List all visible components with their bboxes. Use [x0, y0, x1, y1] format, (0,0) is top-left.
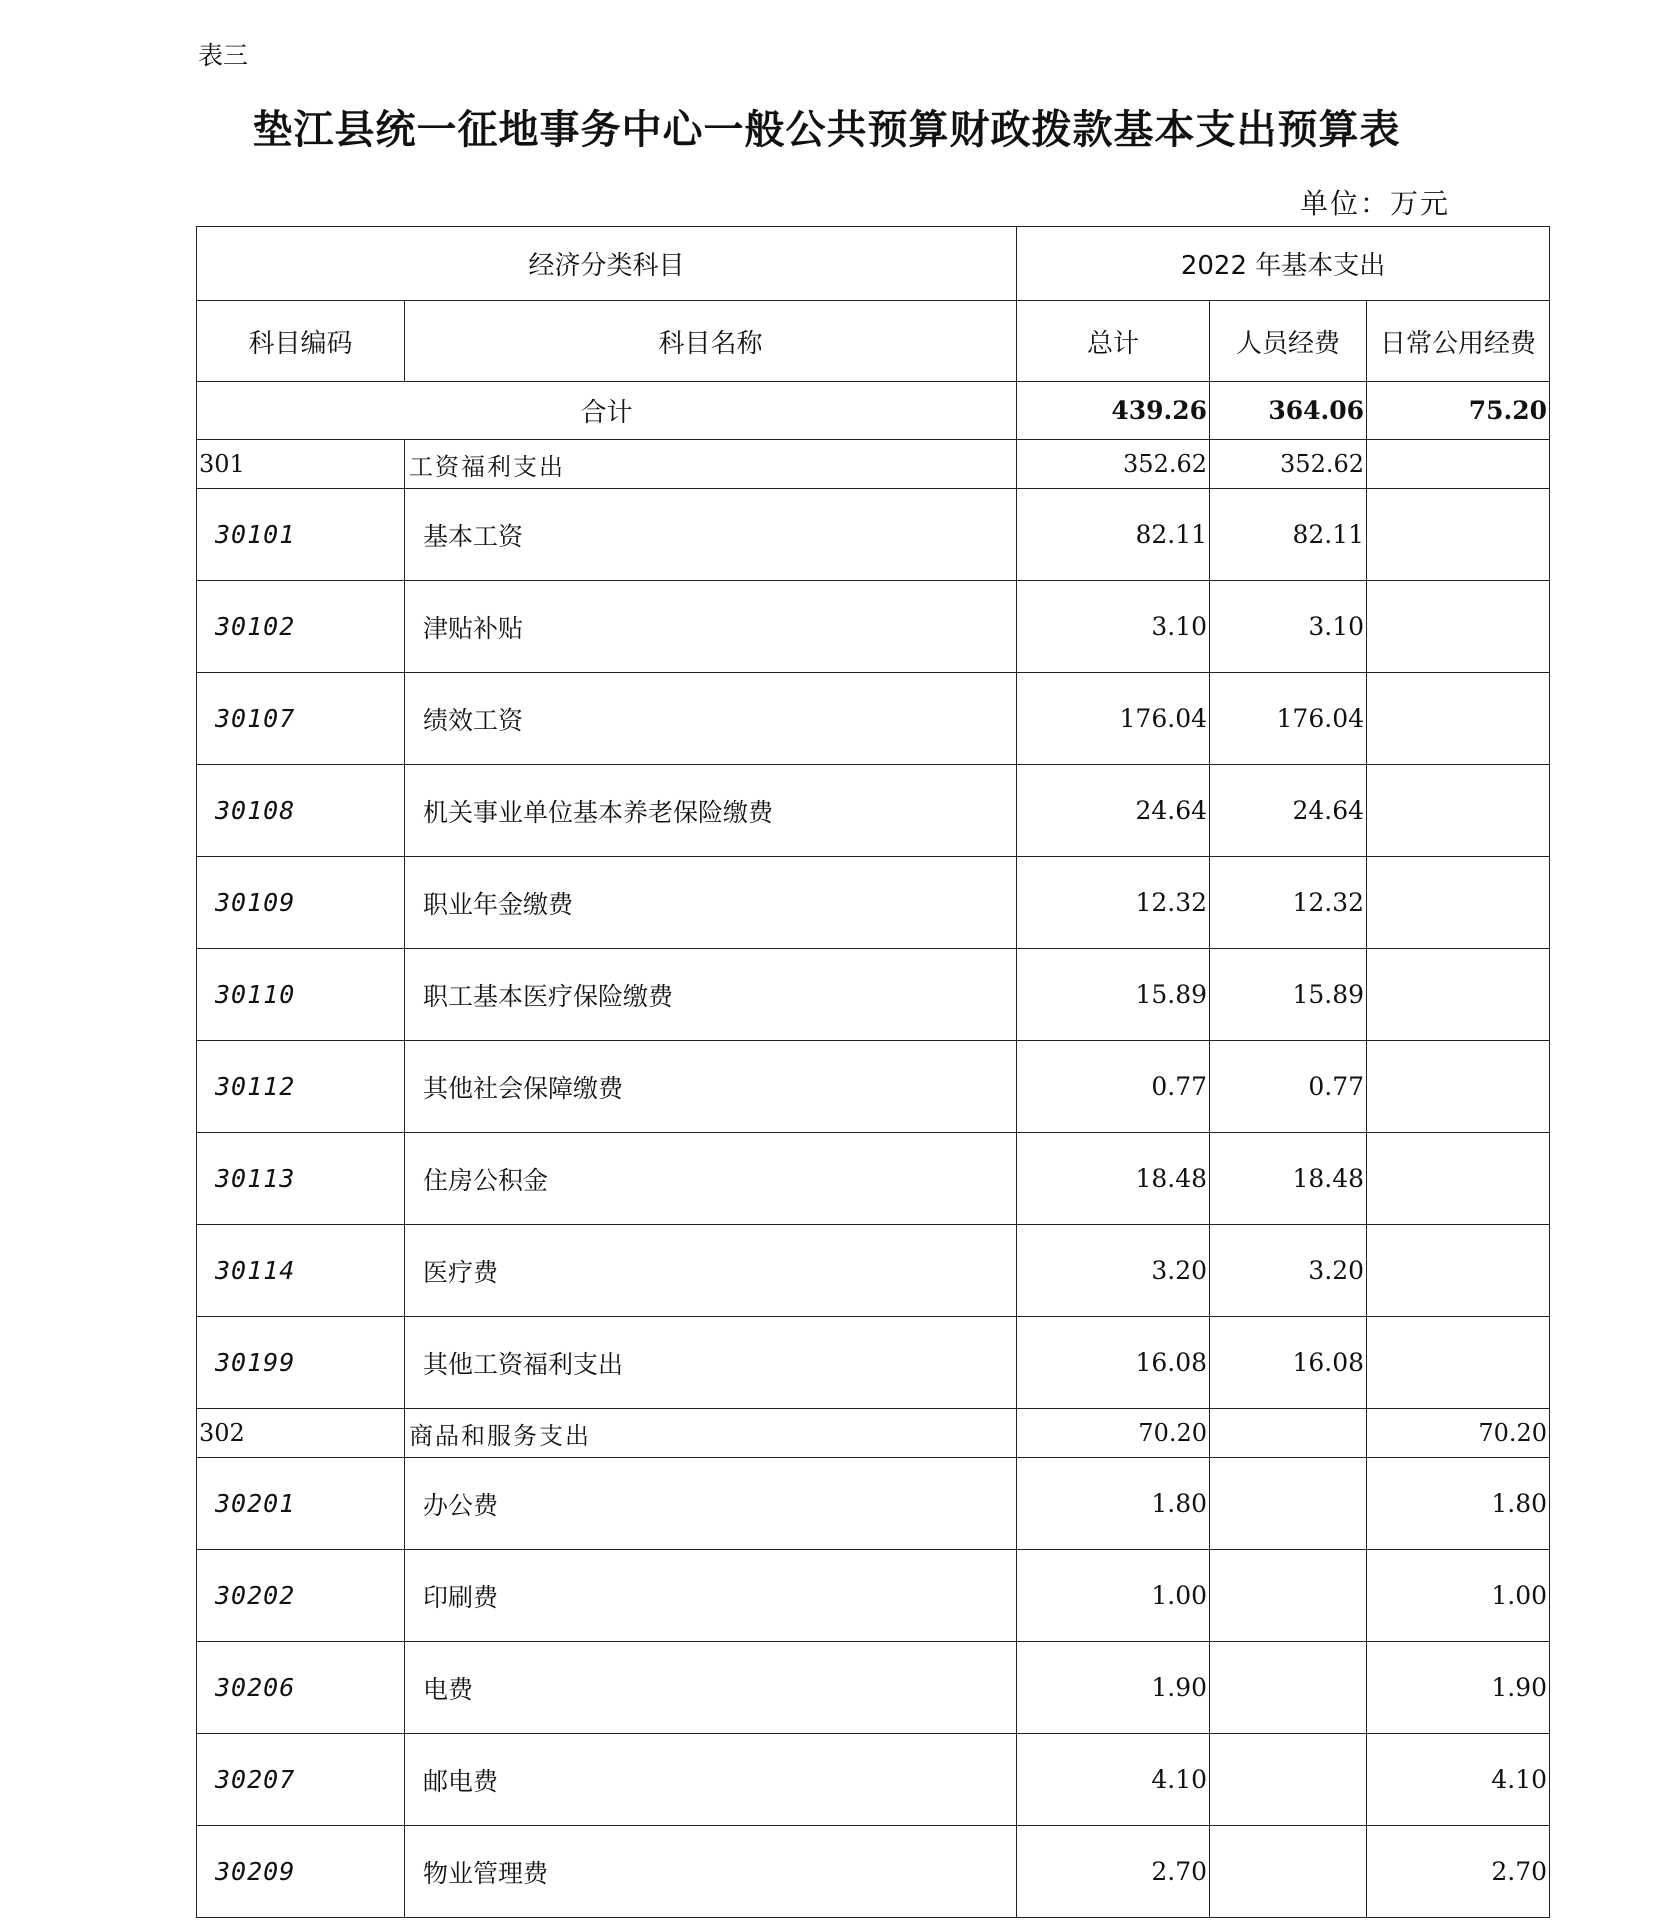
cell-code: 30114 [197, 1225, 405, 1317]
cell-total: 12.32 [1017, 857, 1210, 949]
cell-name: 住房公积金 [405, 1133, 1017, 1225]
unit-label: 单位：万元 [1300, 187, 1451, 220]
cell-total: 1.80 [1017, 1458, 1210, 1550]
cell-public [1367, 1317, 1550, 1409]
cell-code: 30113 [197, 1133, 405, 1225]
total-sum: 439.26 [1017, 382, 1210, 440]
cell-total: 15.89 [1017, 949, 1210, 1041]
cell-public [1367, 949, 1550, 1041]
cell-code: 30112 [197, 1041, 405, 1133]
cell-personnel [1210, 1409, 1367, 1458]
cell-personnel [1210, 1826, 1367, 1918]
cell-name: 基本工资 [405, 489, 1017, 581]
economic-category-header: 经济分类科目 [197, 227, 1017, 301]
cell-name: 机关事业单位基本养老保险缴费 [405, 765, 1017, 857]
cell-name: 职业年金缴费 [405, 857, 1017, 949]
cell-total: 2.70 [1017, 1826, 1210, 1918]
table-label: 表三 [198, 41, 249, 70]
cell-code: 30108 [197, 765, 405, 857]
table-row [197, 1826, 1550, 1918]
table-row [197, 1550, 1550, 1642]
cell-total: 18.48 [1017, 1133, 1210, 1225]
cell-total: 1.00 [1017, 1550, 1210, 1642]
cell-code: 30199 [197, 1317, 405, 1409]
cell-code: 30206 [197, 1642, 405, 1734]
cell-personnel: 352.62 [1210, 440, 1367, 489]
cell-code: 30110 [197, 949, 405, 1041]
cell-name: 津贴补贴 [405, 581, 1017, 673]
cell-name: 印刷费 [405, 1550, 1017, 1642]
cell-name: 绩效工资 [405, 673, 1017, 765]
cell-code: 302 [197, 1409, 405, 1458]
cell-total: 70.20 [1017, 1409, 1210, 1458]
cell-code: 30209 [197, 1826, 405, 1918]
cell-total: 3.10 [1017, 581, 1210, 673]
cell-personnel: 18.48 [1210, 1133, 1367, 1225]
table-group-header-row [197, 227, 1550, 301]
cell-personnel: 15.89 [1210, 949, 1367, 1041]
cell-public [1367, 673, 1550, 765]
cell-public: 1.90 [1367, 1642, 1550, 1734]
cell-personnel: 12.32 [1210, 857, 1367, 949]
cell-code: 30202 [197, 1550, 405, 1642]
cell-name: 邮电费 [405, 1734, 1017, 1826]
table-row [197, 1642, 1550, 1734]
table-row [197, 1458, 1550, 1550]
basic-expenditure-header: 2022 年基本支出 [1017, 227, 1550, 301]
cell-public: 1.80 [1367, 1458, 1550, 1550]
column-header-public: 日常公用经费 [1367, 301, 1550, 382]
cell-name: 其他社会保障缴费 [405, 1041, 1017, 1133]
table-row [197, 1317, 1550, 1409]
cell-personnel: 24.64 [1210, 765, 1367, 857]
cell-code: 30102 [197, 581, 405, 673]
total-public: 75.20 [1367, 382, 1550, 440]
table-row [197, 673, 1550, 765]
cell-public [1367, 1225, 1550, 1317]
table-row [197, 489, 1550, 581]
cell-public [1367, 581, 1550, 673]
cell-personnel: 3.20 [1210, 1225, 1367, 1317]
total-label: 合计 [197, 382, 1017, 440]
table-row [197, 857, 1550, 949]
cell-code: 301 [197, 440, 405, 489]
cell-name: 医疗费 [405, 1225, 1017, 1317]
table-row [197, 1041, 1550, 1133]
table-row [197, 765, 1550, 857]
cell-public [1367, 765, 1550, 857]
table-row [197, 581, 1550, 673]
cell-personnel [1210, 1642, 1367, 1734]
cell-personnel: 0.77 [1210, 1041, 1367, 1133]
table-group-row [197, 1409, 1550, 1458]
cell-public [1367, 489, 1550, 581]
cell-public [1367, 857, 1550, 949]
cell-code: 30201 [197, 1458, 405, 1550]
table-row [197, 949, 1550, 1041]
cell-personnel [1210, 1458, 1367, 1550]
cell-code: 30207 [197, 1734, 405, 1826]
cell-personnel: 3.10 [1210, 581, 1367, 673]
cell-total: 176.04 [1017, 673, 1210, 765]
column-header-code: 科目编码 [197, 301, 405, 382]
table-row [197, 1734, 1550, 1826]
cell-public: 70.20 [1367, 1409, 1550, 1458]
table-group-row [197, 440, 1550, 489]
cell-name: 办公费 [405, 1458, 1017, 1550]
cell-personnel [1210, 1550, 1367, 1642]
cell-public [1367, 440, 1550, 489]
cell-personnel: 82.11 [1210, 489, 1367, 581]
table-column-header-row [197, 301, 1550, 382]
cell-name: 电费 [405, 1642, 1017, 1734]
column-header-personnel: 人员经费 [1210, 301, 1367, 382]
cell-total: 3.20 [1017, 1225, 1210, 1317]
cell-total: 82.11 [1017, 489, 1210, 581]
cell-public: 1.00 [1367, 1550, 1550, 1642]
cell-personnel [1210, 1734, 1367, 1826]
cell-total: 16.08 [1017, 1317, 1210, 1409]
cell-name: 职工基本医疗保险缴费 [405, 949, 1017, 1041]
cell-name: 商品和服务支出 [405, 1409, 1017, 1458]
table-row [197, 1225, 1550, 1317]
total-row [197, 382, 1550, 440]
cell-total: 0.77 [1017, 1041, 1210, 1133]
cell-personnel: 16.08 [1210, 1317, 1367, 1409]
cell-code: 30107 [197, 673, 405, 765]
total-personnel: 364.06 [1210, 382, 1367, 440]
cell-personnel: 176.04 [1210, 673, 1367, 765]
cell-name: 物业管理费 [405, 1826, 1017, 1918]
cell-total: 4.10 [1017, 1734, 1210, 1826]
page-title: 垫江县统一征地事务中心一般公共预算财政拨款基本支出预算表 [252, 106, 1401, 153]
cell-public: 4.10 [1367, 1734, 1550, 1826]
budget-table [196, 226, 1550, 1918]
cell-name: 其他工资福利支出 [405, 1317, 1017, 1409]
cell-code: 30101 [197, 489, 405, 581]
cell-public: 2.70 [1367, 1826, 1550, 1918]
cell-total: 24.64 [1017, 765, 1210, 857]
cell-total: 1.90 [1017, 1642, 1210, 1734]
cell-total: 352.62 [1017, 440, 1210, 489]
cell-code: 30109 [197, 857, 405, 949]
column-header-total: 总计 [1017, 301, 1210, 382]
column-header-name: 科目名称 [405, 301, 1017, 382]
table-row [197, 1133, 1550, 1225]
cell-public [1367, 1041, 1550, 1133]
cell-public [1367, 1133, 1550, 1225]
cell-name: 工资福利支出 [405, 440, 1017, 489]
